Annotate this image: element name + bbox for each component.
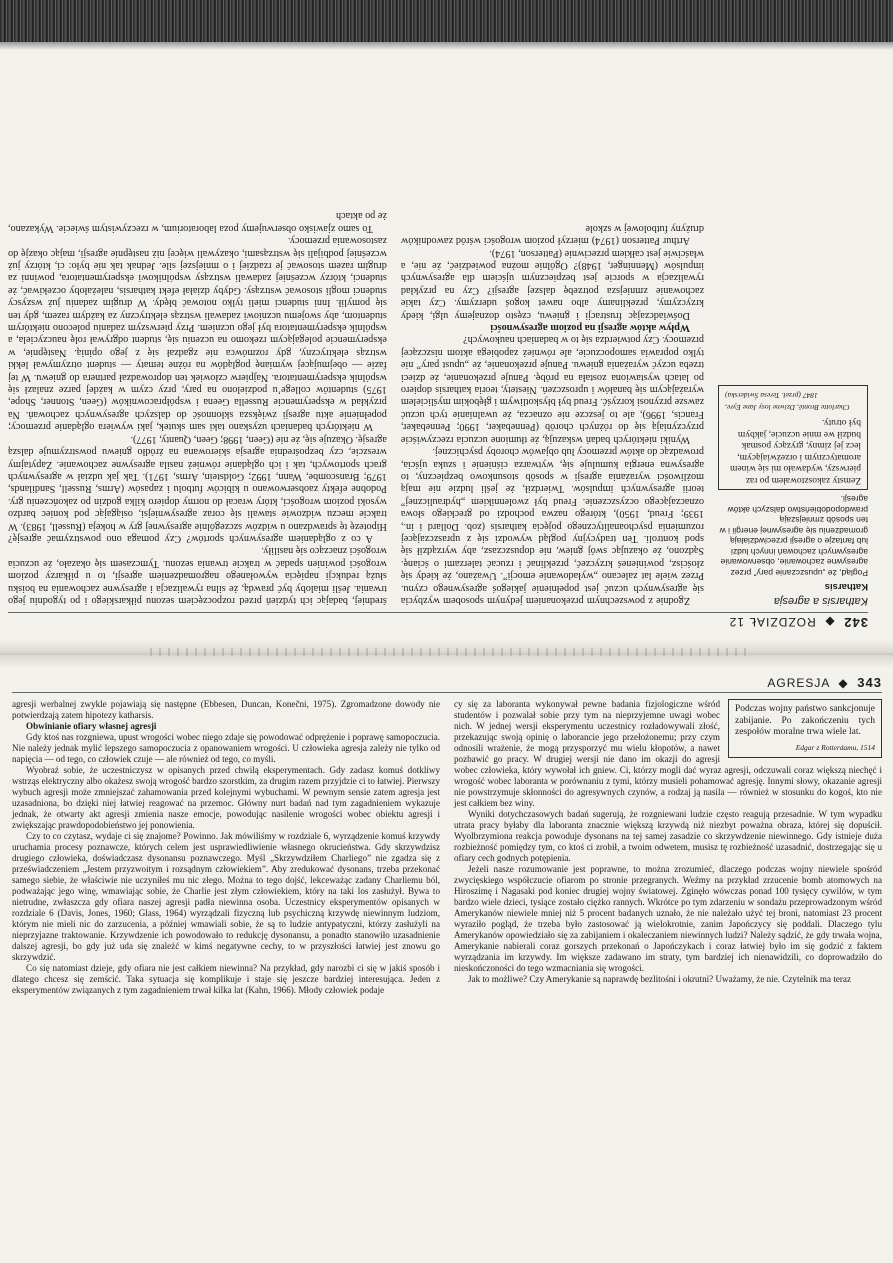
paragraph: Wyniki niektórych badań wskazują, że tłumione uczucia rzeczywiście przyczyniają się do różnych chorób (Pennebaker, 1990; Pennebaker, Francis, 1996), ale to jeszcze nie oznacza, że uwalnianie tych uczuć zawsze przynosi korzyść. Freud był błyskotliwym i głębokim myślicielem wyrażającym się banałów i uproszczeń. Niestety, teoria katharsis dopiero po latach wystawiona została na próbę. Panuje przekonanie, że dzieci trzeba uczyć wyrażania gniewu. Panuje przekonanie, że „upust pary” nie tylko poprawia samopoczucie, ale również zapobiega aktom niszczącej przemocy. Czy potwierdza się to w badaniach naukowych? bbox=[400, 334, 704, 445]
paragraph: A co z oglądaniem agresywnych sportów? Czy pomaga ono powstrzymać agresję? Hipotezę tę sprawdzano u widzów szczególnie agresywnej gry w hokeja (Russell, 1983). W trakcie meczu widzowie stawali się coraz agresywniejsi, osiągając pod koniec bardzo wysoki poziom wrogości, który wracał do normy dopiero kilka godzin po zakończeniu gry. Podobne efekty zaobserwowano u kibiców futbolu i zapasów (Arms, Russell, Sandilands, 1979; Branscombe, Wann, 1992; Goldstein, Arms, 1971). Tak jak udział w agresywnych grach sportowych, tak i ich oglądanie również nasila agresywne zachowanie. Zapytajmy wreszcie, czy bezpośrednia agresja skierowana na źródło gniewu powstrzymuje dalszą agresję. Okazuje się, że nie (Geen, 1998; Geen, Quanty, 1977). bbox=[8, 433, 387, 544]
column-left bbox=[12, 699, 440, 996]
paragraph: Doświadczając frustracji i gniewu, często doznajemy ulgi, kiedy krzyczymy, przeklinamy albo nawet kogoś uderzymy. Czy takie zachowanie zmniejsza potrzebę dalszej agresji? Czy na przykład rywalizacja w sporcie jest bezpiecznym ujściem dla agresywnych impulsów (Menninger, 1948)? Ogólnie można powiedzieć, że nie, a właściwie jest całkiem przeciwnie (Patterson, 1974). bbox=[400, 247, 704, 321]
page-343 bbox=[12, 675, 882, 1255]
paragraph: Czy to co czytasz, wydaje ci się znajome? Powinno. Jak mówiliśmy w rozdziale 6, wyrządzenie komuś krzywdy uruchamia procesy poznawcze, których celem jest usprawiedliwienie własnego okrucieństwa. Gdy skrzywdzisz drugiego człowieka, doświadczasz dysonansu poznawczego. Myśl „Skrzywdziłem Charliego” nie zgadza się z przeświadczeniem „Jestem przyzwoitym i rozsądnym człowiekiem”. Aby zredukować dysonans, trzeba przekonać samego siebie, że właściwie nie uczyniłeś mu nic złego. Można to tego dojść, lekceważąc zadany Charliemu ból, podważając jego winę, wmawiając sobie, że Charlie jest złym człowiekiem, który na taki los zasłużył. Bywa to nietrudne, zwłaszcza gdy ofiara naszej agresji padła niewinna osoba. Uczestnicy eksperymentów opisanych w rozdziale 6 (Davis, Jones, 1960; Glass, 1964) wyrządzali fizyczną lub psychiczną krzywdę niewinnym ludziom, którym nie mieli nic do zarzucenia, a później wmawiali sobie, że są to ludzie antypatyczni, którzy zasłużyli na nieprzyjazne traktowanie. Krzywdzenie ich powodowało to redukcję dysonansu, a ponadto stanowiło uzasadnienie dalszej agresji, bo gdy już uda się znaleźć w kimś negatywne cechy, to w przyszłości łatwiej jest znowu go skrzywdzić. bbox=[12, 831, 440, 962]
paragraph: Jeżeli nasze rozumowanie jest poprawne, to można zrozumieć, dlaczego podczas wojny niewiele spośród zwycięskiego współczucie ofiarom po stronie przegranych. Weźmy na przykład zrzucenie bomb atomowych na Hiroszimę i Nagasaki pod koniec drugiej wojny światowej. Zginęło wówczas ponad 100 tysięcy cywilów, w tym bardzo wiele dzieci, tysiące zostało ciężko rannych. Wkrótce po tym zdarzeniu w sondażu przeprowadzonym wśród Amerykanów niewiele mniej niż 5 procent badanych uznało, że nie należało użyć tej broni, natomiast 23 procent wyraziło pogląd, że trzeba było zastosować ją wielokrotnie, zanim Japończycy się poddali. Dlaczego tylu Amerykanów opowiedziało się za zabijaniem i okaleczaniem niewinnych ludzi? Należy sądzić, że gdy trwała wojna, Amerykanie nabierali coraz gorszych przekonań o Japończykach i coraz łatwiej było im się godzić z faktem wyrządzania im krzywdy. Im większe zadawano im straty, tym bardziej ich nienawidzili, co doprowadziło do nieskończoności do tego wzmacniania się wrogości. bbox=[454, 864, 882, 973]
sidebar-quote-box bbox=[728, 699, 882, 758]
paragraph: Zgodnie z powszechnym przekonaniem jedynym sposobem wyzbycia się agresywnych uczuć jest popełnienie jakiegoś agresywnego czynu. Przez wiele lat zalecano „wyładowanie emocji”. Uważano, że kiedy się złościsz, powinieneś krzyczeć, przeklinać i rzucać talerzami o ścianę. Sądzono, że okazując swój gniew, nie dopuszczasz, aby wyrządził się spod kontroli. Ten tradycyjny pogląd wywodzi się z upraszczającej rozumienia psychoanalitycznego pojęcia katharsis (zob. Dollard i in., 1939; Freud, 1950), którego nazwa pochodzi od greckiego słowa oznaczającego oczyszczenie. Freud był zwolennikiem „hydraulicznej” teorii agresywnych impulsów. Twierdził, że jeśli ludzie nie mają możliwości wyrażania agresji w sposób stosunkowo bezpieczny, to agresywna energia kumuluje się, wytwarza ciśnienie i szuka ujścia, prowadząc do aktów przemocy lub objawów choroby psychicznej. bbox=[400, 446, 704, 606]
paragraph: agresji werbalnej zwykle pojawiają się następne (Ebbesen, Duncan, Konečni, 1975). Zgromadzone dowody nie potwierdzają zatem hipotezy katharsis. bbox=[12, 699, 440, 720]
chapter-label: ROZDZIAŁ 12 bbox=[728, 615, 816, 629]
scanner-edge-top bbox=[0, 0, 893, 42]
page-number: 343 bbox=[857, 675, 882, 690]
paragraph: To samo zjawisko obserwujemy poza laboratorium, w rzeczywistym świecie. Wykazano, że po aktach bbox=[8, 210, 387, 234]
column-left bbox=[401, 209, 704, 606]
page-header: 342 ◆ ROZDZIAŁ 12 bbox=[8, 612, 868, 630]
sub-heading: Obwinianie ofiary własnej agresji bbox=[26, 721, 157, 731]
scanner-edge-shadow bbox=[0, 42, 893, 50]
paragraph: W niektórych badaniach uzyskano taki sam skutek, jaki wywiera oglądanie przemocy; popełnienie aktu agresji zwiększa skłonność do dalszych agresywnych zachowań. Na przykład w eksperymencie Russella Geena i współpracowników (Geen, Stonner, Shope, 1975) studentów college’u podzielono na pary, przy czym w każdej parze znalazł się wspólnik eksperymentatora. Najpierw człowiek ten doprowadzał partnera do gniewu. W tej fazie — obejmującej wymianę poglądów na różne tematy — student otrzymywał lekki wstrząs elektryczny, gdy rozmówca nie zgadzał się z jego opinią. Następnie, w eksperymencie polegającym rzekomo na uczeniu się, student odgrywał rolę nauczyciela, a wspólnik eksperymentatora był jego uczniem. Przy pierwszym zadaniu polecono niektórym studentom, aby swojemu uczniowi zadawali wstrząs elektryczny za każdym razem, gdy ten się pomylił. Inni studenci mieli tylko notować błędy. W drugim zadaniu już wszyscy studenci mogli stosować wstrząsy. Gdyby działał efekt katharsis, należałoby oczekiwać, że studenci, którzy wcześniej zadawali wstrząsy wspólnikowi eksperymentatora, powinni za drugim razem stosować je rzadziej i o mniejszej sile. Jednak tak nie było: ci, którzy już wcześniej podbijali się wstrząsami, okazywali więcej niż następnie agresji, mając okazję do zastosowania przemocy. bbox=[8, 235, 387, 433]
paragraph: Co się natomiast dzieje, gdy ofiara nie jest całkiem niewinna? Na przykład, gdy narozbi ci się w jakiś sposób i dlatego chcesz się zemścić. Taka sytuacja się komplikuje i staje się jeszcze bardziej interesująca. Jeden z eksperymentów związanych z tym zagadnieniem trwał kilka lat (Kahn, 1966). Młody człowiek podaje bbox=[12, 963, 440, 995]
sidebar-source: Edgar z Rotterdamu, 1514 bbox=[795, 742, 875, 752]
sidebar-quote: Podczas wojny państwo sankcjonuje zabijanie. Po zakończeniu tych zespołów moralne trwa wiele lat. bbox=[735, 704, 875, 737]
quote-source: Charlotte Brontë, Dziwne losy Jane Eyre, 1847 (przeł. Teresa Świderska) bbox=[725, 391, 850, 412]
page-342 bbox=[8, 55, 868, 630]
column-right bbox=[8, 209, 387, 606]
paragraph: Jak to możliwe? Czy Amerykanie są naprawdę bezlitośni i okrutni? Uważamy, że nie. Czytelnik ma teraz bbox=[468, 974, 851, 984]
margin-text: Pogląd, że „upuszczanie pary” przez agresywne zachowanie, obserwowanie agresywnych zachowań innych ludzi lub fantazje o agresji przeciwdziałają gromadzeniu się agresywnej energii i w ten sposób zmniejszają prawdopodobieństwo dalszych aktów agresji. bbox=[719, 494, 868, 578]
gutter-speckle bbox=[150, 648, 750, 656]
page-header: AGRESJA ◆ 343 bbox=[12, 675, 882, 693]
paragraph: Wyobraź sobie, że uczestniczysz w opisanych przed chwilą eksperymentach. Gdy zadasz komuś dotkliwy wstrząs elektryczny albo okażesz swoją wrogość bardzo szorstkim, za drugim razem przyjdzie ci to łatwiej. Pierwszy wybuch agresji może zmniejszać zahamowania przed kolejnymi wybuchami. W pewnym sensie zatem agresja jest uzasadniona, bo dzięki niej łatwiej reagować na przemoc. Główny nurt badań nad tym zagadnieniem wykazuje jednak, że otwarty akt agresji zmienia nasze emocje, powodując nasilenie wrogości wobec obiektu agresji i zwiększając prawdopodobieństwo jej ponowienia. bbox=[12, 765, 440, 830]
quote-box bbox=[718, 385, 868, 490]
margin-title: Katharsis bbox=[824, 581, 868, 593]
page-343-wrap bbox=[12, 675, 882, 1255]
section-title: Katharsis a agresja bbox=[773, 595, 868, 607]
paragraph: cy się za laboranta wykonywał pewne badania fizjologiczne wśród studentów i pozwalał sobie przy tym na nieprzyjemne uwagi wobec nich. W jednej wersji eksperymentu uczestnicy rozładowywali złość, przekazując swoją opinię o laborancie jego przełożonemu; przy czym odnosili wrażenie, że mogą przysporzyć mu wielu kłopotów, a nawet pozbawić go pracy. W drugiej wersji nie dano im okazji do agresji wobec człowieka, który wywołał ich gniew. Ci, którzy mogli dać wyraz agresji, odczuwali coraz większą niechęć i wrogość wobec laboranta w porównaniu z tymi, którzy musieli pohamować agresję. Innymi słowy, okazanie agresji nie powstrzymuje skłonności do agresywnych czynów, a rodzaj ją nasila — również w stosunku do kogoś, kto nie jest całkiem bez winy. bbox=[454, 699, 882, 808]
column-right bbox=[454, 699, 882, 996]
paragraph: Gdy ktoś nas rozgniewa, upust wrogości wobec niego zdaje się powodować odprężenie i poprawę samopoczucia. Nie należy jednak mylić lepszego samopoczucia z opanowaniem wrogości. U człowieka agresja zależy nie tylko od napięcia — od tego, co człowiek czuje — ale również od tego, co myśli. bbox=[12, 732, 440, 764]
chapter-label: AGRESJA bbox=[767, 676, 830, 690]
paragraph: Arthur Patterson (1974) mierzył poziom wrogości wśród zawodników drużyny futbolowej w szkole bbox=[400, 222, 704, 247]
page-number: 342 bbox=[843, 615, 868, 630]
paragraph: Wyniki dotychczasowych badań sugerują, że rozgniewani ludzie często reagują przesadnie. W tym wypadku utrata pracy byłaby dla laboranta znacznie większą krzywdą niż niezbyt poważna obraza, której się dopuścił. Wyolbrzymiona reakcja powoduje dysonans na tej samej zasadzie co skrzywdzenie niewinnego. Gdy istnieje duża rozbieżność pomiędzy tym, co ktoś ci zrobił, a twoim odwetem, musisz tę rozbieżność uzasadnić, dostrzegając się u ofiary cech godnych potępienia. bbox=[454, 809, 882, 863]
quote-text: Zemsty zakosztowałem po raz pierwszy, wydawało mi się winem aromatycznym i orzeźwiającym, lecz jej zimny, gryzący posmak budził we mnie uczucie, jakbym był otruty. bbox=[729, 417, 861, 485]
sub-heading: Wpływ aktów agresji na poziom agresywności bbox=[490, 322, 690, 334]
paragraph: średniej, badając ich tydzień przed rozpoczęciem sezonu piłkarskiego i po tygodniu jego trwania. Jeśli mialoby być prawdą, że silna rywalizacja i agresywne zachowania na boisku służą redukcji napięcia wywołanego nagromadzeniem agresji, to u piłkarzy poziom wrogości powinien spadać w trakcie trwania sezonu. Tymczasem się okazało, że uczucia wrogości znacząco się nasiliły. bbox=[8, 545, 387, 606]
margin-definition bbox=[718, 209, 868, 606]
